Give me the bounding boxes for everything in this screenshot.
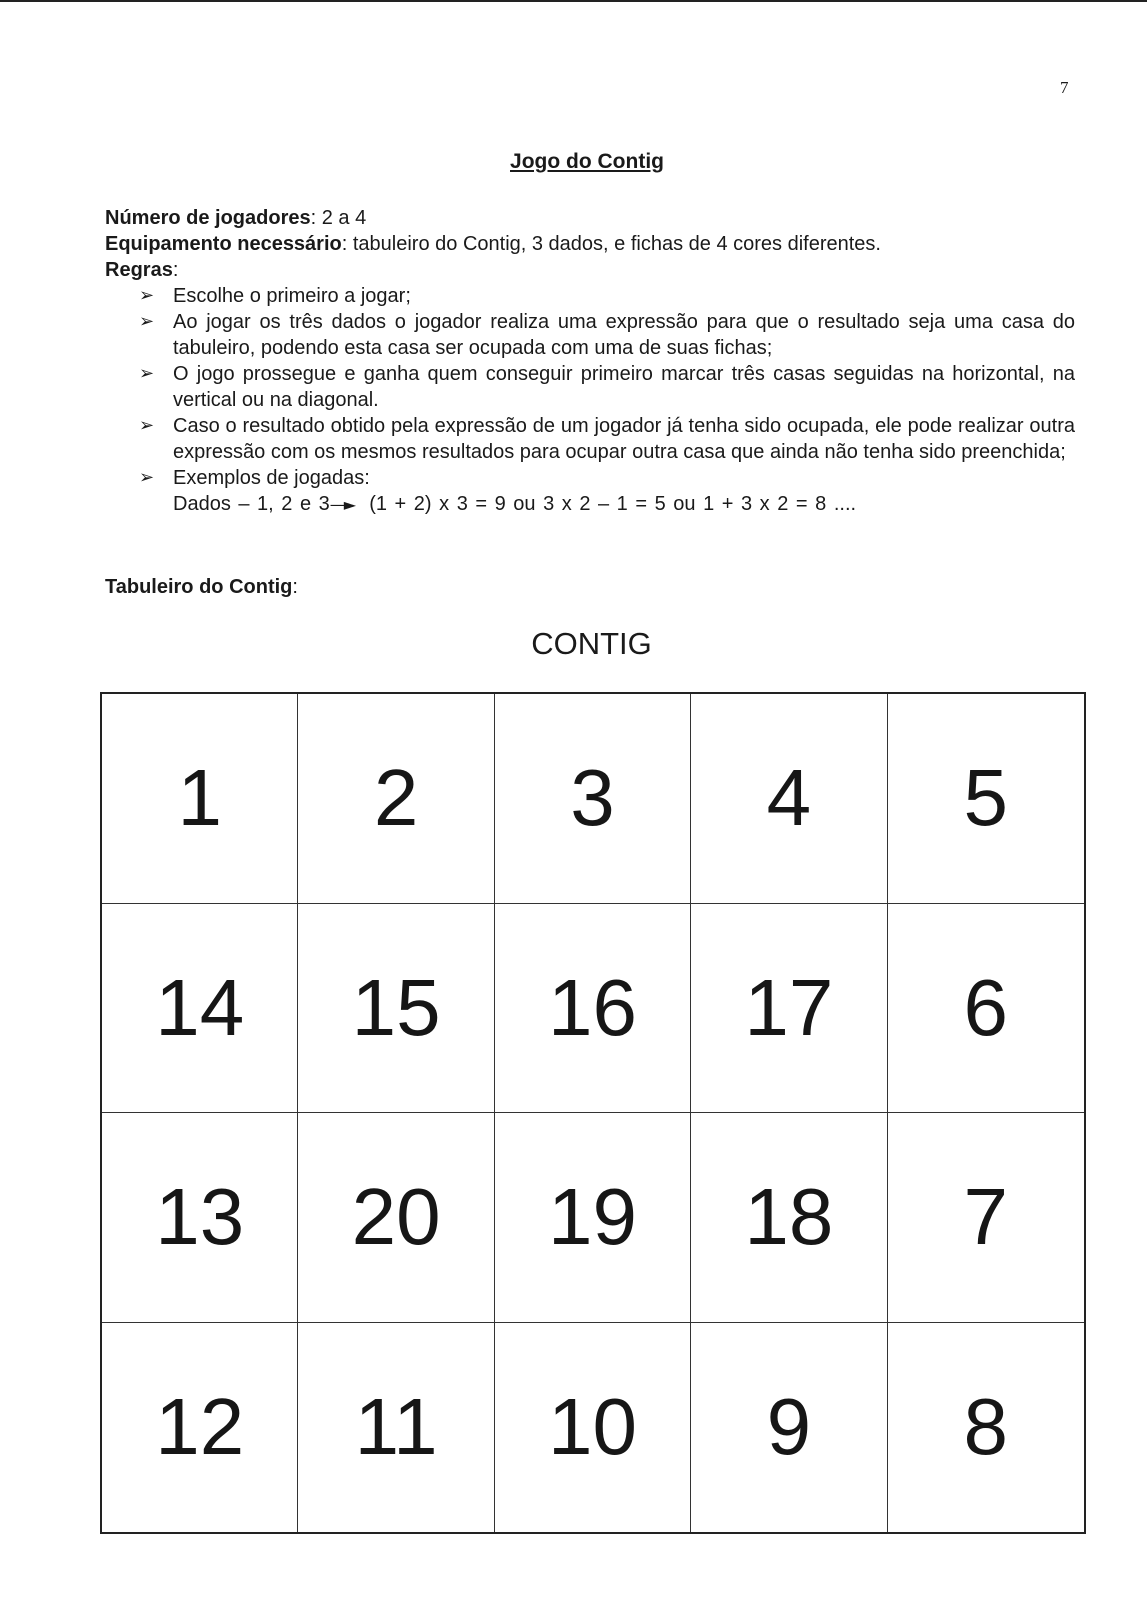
- equipment-value: : tabuleiro do Contig, 3 dados, e fichas de 4 cores diferentes.: [341, 233, 881, 255]
- board-title: CONTIG: [531, 626, 652, 661]
- rules-label: Regras: [105, 259, 173, 281]
- rule-item: [105, 309, 1075, 361]
- board-cell: 19: [495, 1113, 691, 1323]
- board-cell: 4: [691, 694, 887, 904]
- board-label-suffix: :: [292, 576, 298, 598]
- board-cell: 10: [495, 1323, 691, 1533]
- arrow-bullet-icon: ➢: [139, 363, 155, 384]
- equipment-line: [105, 231, 1075, 257]
- rule-text: O jogo prossegue e ganha quem conseguir primeiro marcar três casas seguidas na horizontal, na vertical ou na diagonal.: [173, 363, 1075, 411]
- rule-text: Exemplos de jogadas:: [173, 467, 370, 489]
- board-cell: 16: [495, 904, 691, 1114]
- rules-heading: [105, 257, 1075, 283]
- board-cell: 12: [102, 1323, 298, 1533]
- rule-item: [105, 283, 1075, 309]
- board-label: [105, 576, 298, 599]
- board-cell: 1: [102, 694, 298, 904]
- rule-text: Caso o resultado obtido pela expressão de um jogador já tenha sido ocupada, ele pode realizar outra expressão com os mesmos resultados para ocupar outra casa que ainda não tenha sido preenchida;: [173, 415, 1075, 463]
- document-title: Jogo do Contig: [510, 150, 664, 173]
- arrow-bullet-icon: ➢: [139, 285, 155, 306]
- arrow-bullet-icon: ➢: [139, 311, 155, 332]
- rule-item: [105, 465, 1075, 491]
- rule-text: Ao jogar os três dados o jogador realiza uma expressão para que o resultado seja uma casa do tabuleiro, podendo esta casa ser ocupada com uma de suas fichas;: [173, 311, 1075, 359]
- board-cell: 2: [298, 694, 494, 904]
- board-cell: 20: [298, 1113, 494, 1323]
- board-cell: 5: [888, 694, 1084, 904]
- example-expressions: (1 + 2) x 3 = 9 ou 3 x 2 – 1 = 5 ou 1 + 3 x 2 = 8 ....: [369, 493, 857, 515]
- equipment-label: Equipamento necessário: [105, 233, 342, 255]
- players-label: Número de jogadores: [105, 207, 311, 229]
- example-dice: Dados – 1, 2 e 3: [173, 493, 330, 515]
- board-cell: 11: [298, 1323, 494, 1533]
- rule-text: Escolhe o primeiro a jogar;: [173, 285, 411, 307]
- page-top-border: [0, 0, 1147, 2]
- rules-suffix: :: [172, 259, 179, 281]
- example-line: [105, 491, 1075, 518]
- board-cell: 13: [102, 1113, 298, 1323]
- rule-item: [105, 361, 1075, 413]
- board-cell: 3: [495, 694, 691, 904]
- right-arrow-icon: —►: [329, 495, 355, 514]
- players-line: [105, 205, 1075, 231]
- board-cell: 8: [963, 1382, 1009, 1472]
- board-cell: 17: [691, 904, 887, 1114]
- document-body: [105, 205, 1075, 518]
- board-cell: 6: [888, 904, 1084, 1114]
- board-cell: 7: [888, 1113, 1084, 1323]
- arrow-bullet-icon: ➢: [139, 415, 155, 436]
- page-number: 7: [1060, 78, 1069, 97]
- board-cell: 15: [298, 904, 494, 1114]
- rules-list: [105, 283, 1075, 491]
- board-cell: 14: [102, 904, 298, 1114]
- arrow-bullet-icon: ➢: [139, 467, 155, 488]
- board-cell: 18: [691, 1113, 887, 1323]
- players-value: : 2 a 4: [310, 207, 367, 229]
- board-label-text: Tabuleiro do Contig: [105, 576, 293, 598]
- contig-board: [100, 692, 1086, 1534]
- board-cell: 9: [691, 1323, 887, 1533]
- rule-item: [105, 413, 1075, 465]
